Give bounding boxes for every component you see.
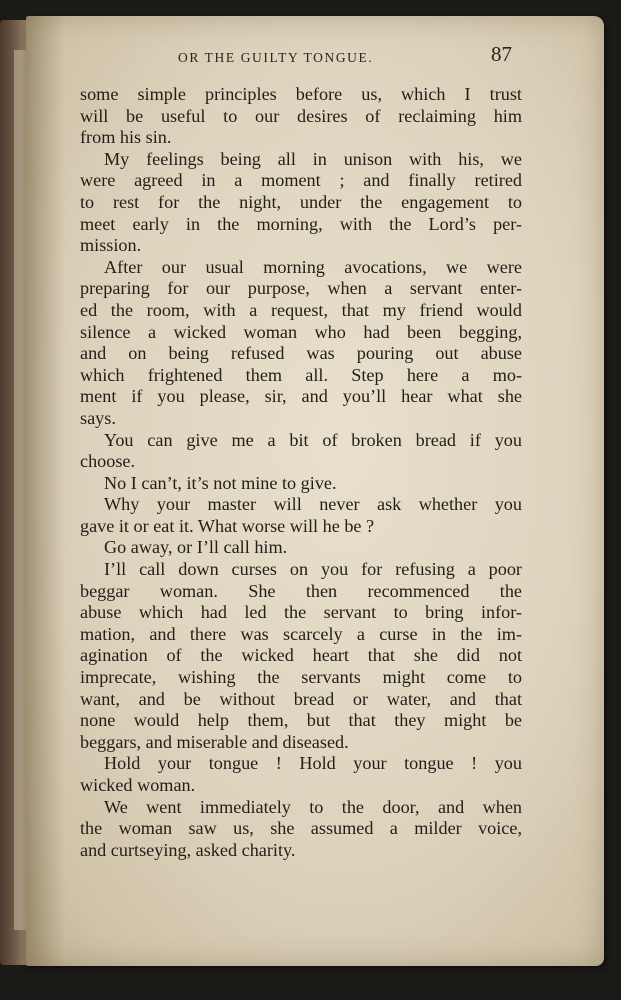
text-line: Go away, or I’ll call him.: [104, 537, 288, 558]
text-line: wicked woman.: [80, 775, 196, 795]
running-head: OR THE GUILTY TONGUE.: [178, 50, 374, 65]
text-line: mation, and there was scarcely a curse in the im-: [80, 623, 522, 644]
text-line: I’ll call down curses on you for refusing a poor: [104, 559, 522, 580]
text-line: want, and be without bread or water, and that: [80, 688, 522, 709]
text-line: You can give me a bit of broken bread if you: [104, 429, 522, 450]
text-line: We went immediately to the door, and when: [104, 796, 522, 817]
text-line: choose.: [80, 451, 136, 472]
text-line: the woman saw us, she assumed a milder voice,: [80, 818, 522, 839]
text-line: says.: [80, 407, 116, 428]
text-line: ment if you please, sir, and you’ll hear what she: [80, 386, 522, 407]
text-line: from his sin.: [80, 127, 172, 148]
text-line: gave it or eat it. What worse will he be ?: [80, 515, 375, 536]
text-line: beggar woman. She then recommenced the: [80, 580, 522, 601]
text-line: which frightened them all. Step here a mo-: [80, 364, 522, 385]
text-line: ed the room, with a request, that my friend would: [80, 299, 522, 320]
text-line: were agreed in a moment ; and finally retired: [80, 170, 522, 191]
text-line: some simple principles before us, which I trust: [80, 84, 522, 104]
text-line: none would help them, but that they might be: [80, 710, 522, 731]
text-line: Hold your tongue ! Hold your tongue ! you: [104, 753, 522, 774]
text-line: Why your master will never ask whether you: [104, 494, 522, 515]
body-text: [80, 84, 522, 861]
text-line: No I can’t, it’s not mine to give.: [104, 472, 337, 493]
page-number: 87: [491, 42, 512, 66]
binding-gutter: [14, 50, 26, 930]
text-line: imprecate, wishing the servants might come to: [80, 667, 522, 688]
text-line: agination of the wicked heart that she did not: [80, 645, 522, 666]
text-line: beggars, and miserable and diseased.: [80, 731, 349, 752]
text-line: preparing for our purpose, when a servant enter-: [80, 278, 522, 299]
text-line: silence a wicked woman who had been begging,: [80, 321, 522, 342]
text-line: and curtseying, asked charity.: [80, 839, 296, 860]
text-line: will be useful to our desires of reclaiming him: [80, 105, 522, 126]
text-line: meet early in the morning, with the Lord’s per-: [80, 213, 522, 234]
text-line: My feelings being all in unison with his, we: [104, 148, 522, 169]
text-line: mission.: [80, 235, 142, 256]
text-line: After our usual morning avocations, we were: [104, 256, 522, 277]
text-line: and on being refused was pouring out abuse: [80, 343, 522, 364]
text-line: to rest for the night, under the engagement to: [80, 191, 522, 212]
text-line: abuse which had led the servant to bring infor-: [80, 602, 522, 623]
